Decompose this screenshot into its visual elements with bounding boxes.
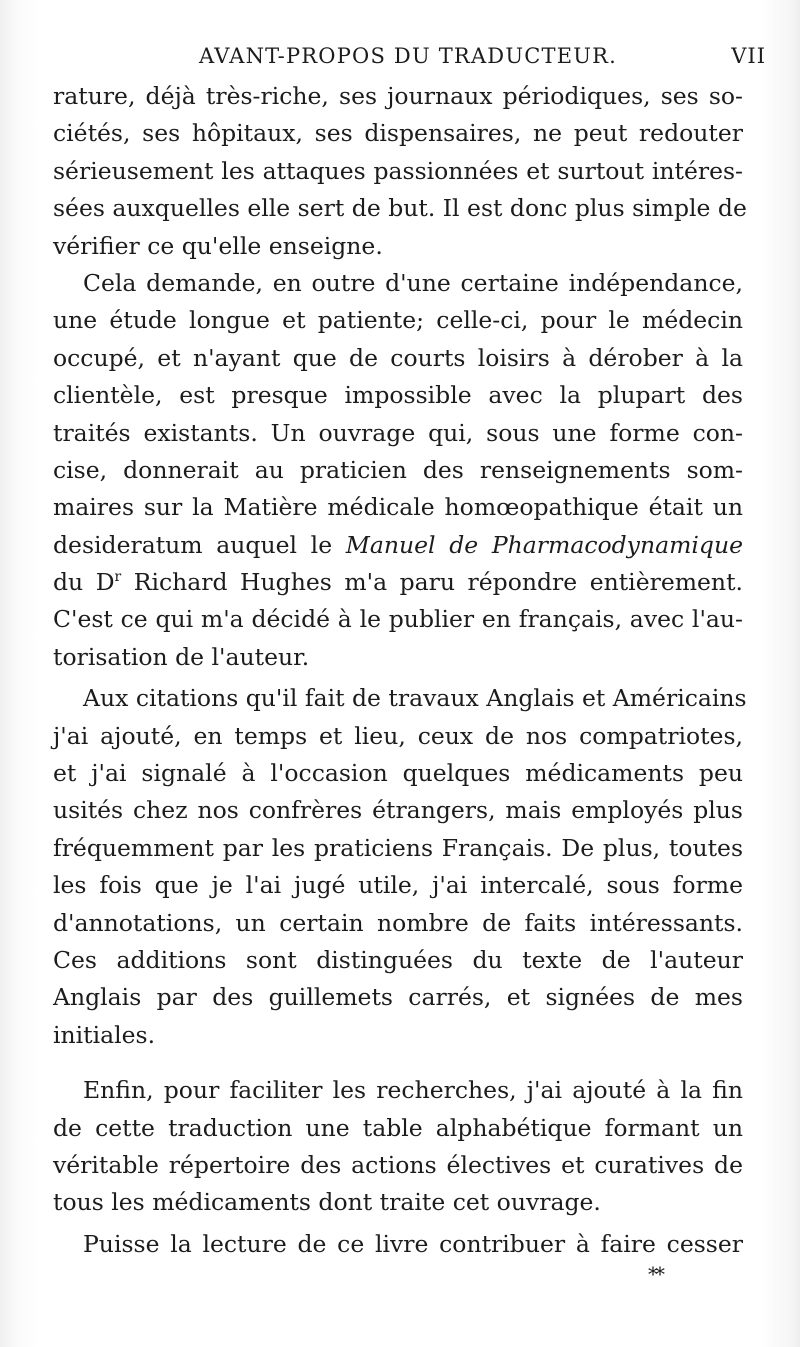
- text-line: fréquemment par les praticiens Français. De plus, toutes: [53, 833, 743, 862]
- text-run: du D: [53, 568, 115, 597]
- body-text: [53, 78, 747, 1263]
- text-line: Ces additions sont distinguées du texte de l'auteur: [53, 945, 743, 974]
- text-line: cise, donnerait au praticien des renseignements som-: [53, 455, 743, 484]
- text-line: usités chez nos confrères étrangers, mais employés plus: [53, 796, 743, 825]
- text-line: rature, déjà très-riche, ses journaux périodiques, ses so-: [53, 82, 743, 110]
- text-run: desideratum auquel le: [53, 530, 346, 559]
- text-line: Puisse la lecture de ce livre contribuer à faire cesser: [83, 1229, 743, 1258]
- text-line: tous les médicaments dont traite cet ouvrage.: [53, 1188, 601, 1217]
- text-line: maires sur la Matière médicale homœopathique était un: [53, 493, 743, 522]
- superscript: r: [114, 569, 122, 586]
- paragraph-gap: [53, 1054, 743, 1072]
- signature-mark: **: [648, 1262, 662, 1286]
- text-line: et j'ai signalé à l'occasion quelques médicaments peu: [53, 759, 743, 788]
- text-line: Aux citations qu'il fait de travaux Anglais et Américains: [83, 684, 747, 713]
- paragraph-5: [53, 1226, 743, 1263]
- text-line: vérifier ce qu'elle enseigne.: [53, 231, 383, 260]
- book-title: Manuel de Pharmacodynamique: [345, 530, 743, 559]
- text-line: une étude longue et patiente; celle-ci, pour le médecin: [53, 306, 743, 335]
- paragraph-2: [53, 265, 743, 676]
- running-header: [0, 38, 800, 74]
- text-line: traités existants. Un ouvrage qui, sous une forme con-: [53, 418, 743, 447]
- page-number: VII: [731, 44, 766, 68]
- text-line: [53, 564, 743, 601]
- text-line: Enfin, pour faciliter les recherches, j'ai ajouté à la fin: [83, 1076, 743, 1105]
- text-line: de cette traduction une table alphabétique formant un: [53, 1113, 743, 1142]
- text-line: occupé, et n'ayant que de courts loisirs à dérober à la: [53, 343, 743, 372]
- text-line: les fois que je l'ai jugé utile, j'ai intercalé, sous forme: [53, 871, 743, 900]
- text-line: j'ai ajouté, en temps et lieu, ceux de nos compatriotes,: [53, 721, 743, 750]
- text-line: initiales.: [53, 1020, 156, 1049]
- text-line: ciétés, ses hôpitaux, ses dispensaires, ne peut redouter: [53, 119, 743, 148]
- text-line: C'est ce qui m'a décidé à le publier en français, avec l'au-: [53, 605, 743, 634]
- paragraph-1: [53, 78, 747, 265]
- text-line: torisation de l'auteur.: [53, 642, 310, 671]
- text-line: Anglais par des guillemets carrés, et signées de mes: [53, 983, 743, 1012]
- text-line: véritable répertoire des actions électives et curatives de: [53, 1150, 743, 1179]
- text-line: sérieusement les attaques passionnées et surtout intéres-: [53, 156, 743, 185]
- paragraph-4: [53, 1072, 743, 1222]
- text-line: clientèle, est presque impossible avec la plupart des: [53, 381, 743, 410]
- text-line: d'annotations, un certain nombre de faits intéressants.: [53, 908, 743, 937]
- text-line: sées auxquelles elle sert de but. Il est donc plus simple de: [53, 194, 747, 223]
- text-line: Cela demande, en outre d'une certaine indépendance,: [83, 268, 743, 297]
- paragraph-3: [53, 680, 747, 1054]
- text-run: Richard Hughes m'a paru répondre entièrement.: [121, 568, 743, 597]
- running-title: AVANT-PROPOS DU TRADUCTEUR.: [198, 44, 618, 68]
- text-line: [53, 527, 743, 564]
